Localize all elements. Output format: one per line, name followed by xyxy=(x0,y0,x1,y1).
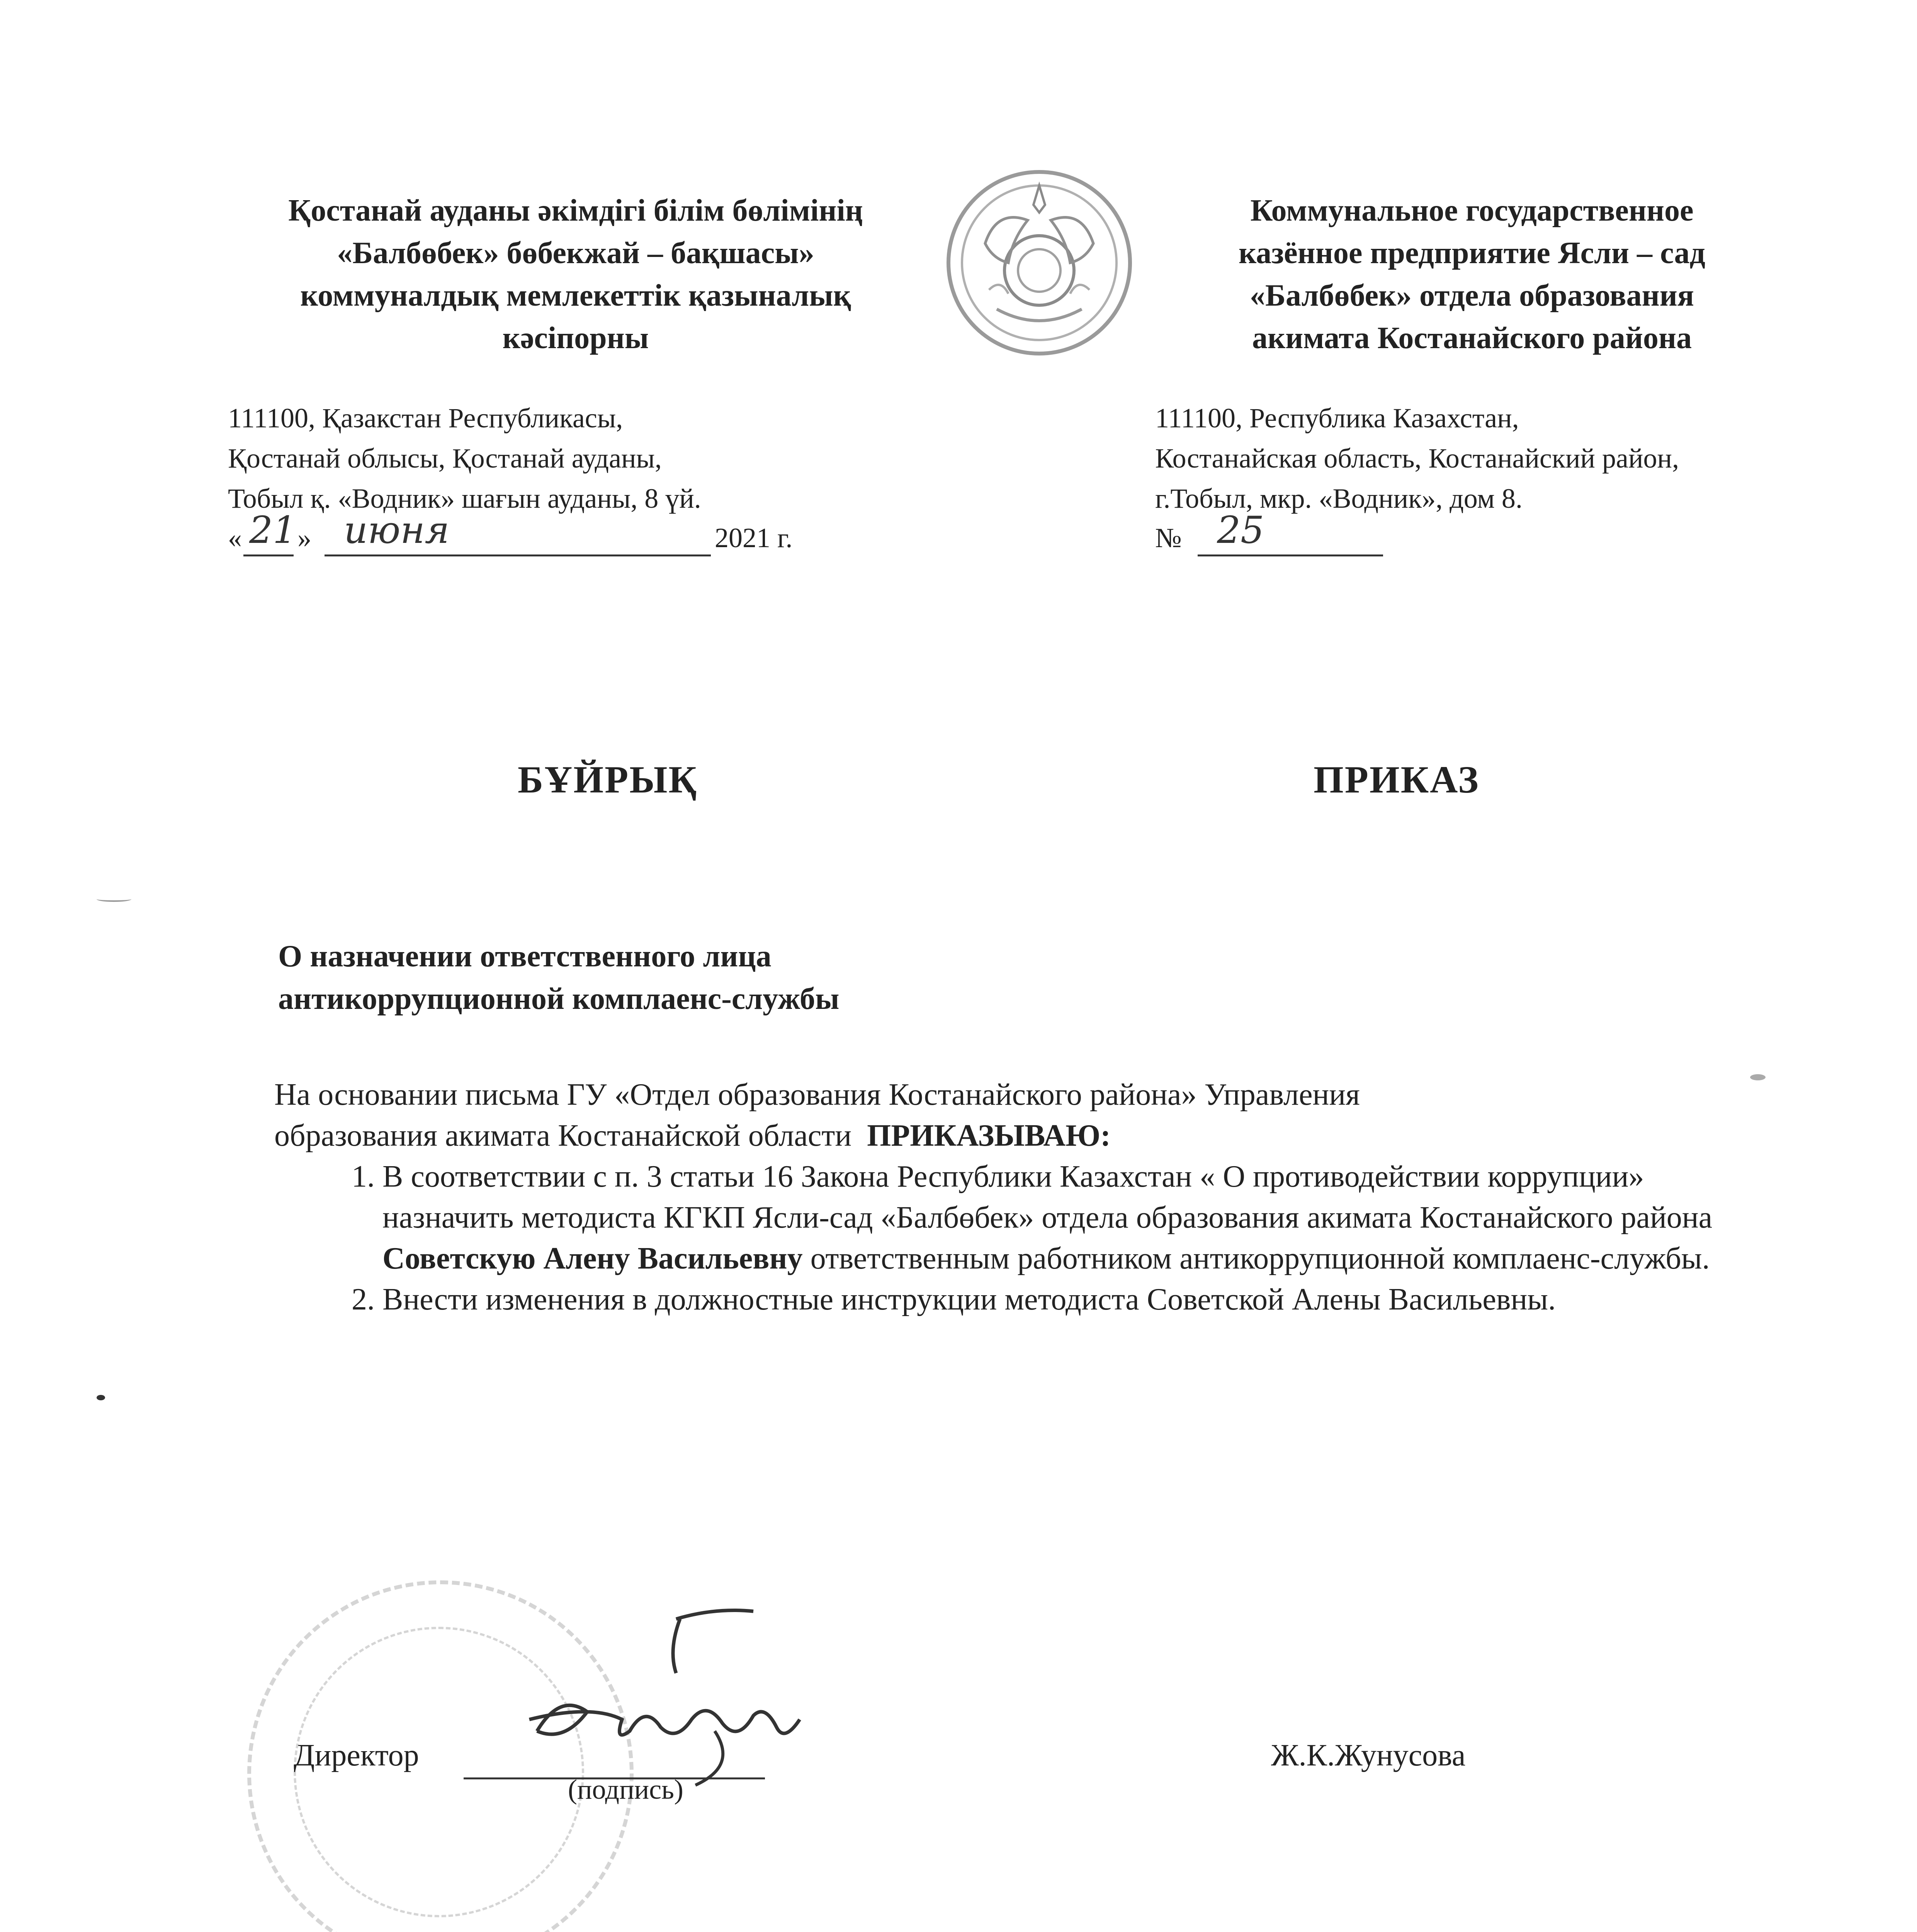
signature-caption: (подпись) xyxy=(568,1774,683,1805)
scan-artifact xyxy=(97,896,131,902)
state-emblem xyxy=(943,162,1136,363)
document-date xyxy=(228,509,962,564)
order-item xyxy=(382,1279,1781,1320)
scan-artifact xyxy=(1750,1074,1766,1080)
subject-line: О назначении ответственного лица xyxy=(278,939,772,973)
scan-artifact xyxy=(97,1395,105,1400)
kazakh-org-line: кәсіпорны xyxy=(502,321,649,355)
preamble-line: На основании письма ГУ «Отдел образования Костанайского района» Управления xyxy=(274,1078,1360,1112)
order-subject xyxy=(278,935,840,1020)
preamble-text: образования акимата Костанайской области xyxy=(274,1119,852,1153)
kazakh-address-line: Тобыл қ. «Водник» шағын ауданы, 8 үй. xyxy=(228,483,701,514)
order-item-text: ответственным работником антикоррупционной комплаенс-службы. xyxy=(810,1242,1710,1276)
title-russian: ПРИКАЗ xyxy=(1314,758,1480,801)
russian-org-line: «Балбөбек» отдела образования xyxy=(1250,279,1694,313)
date-month-underline xyxy=(325,554,711,556)
kazakh-org-line: Қостанай ауданы әкімдігі білім бөлімінің xyxy=(288,194,863,228)
date-day: 21 xyxy=(249,509,297,552)
date-open-quote: « xyxy=(228,522,242,553)
order-items xyxy=(274,1156,1781,1320)
order-item-text: Внести изменения в должностные инструкции методиста Советской Алены Васильевны. xyxy=(382,1282,1556,1316)
kazakh-org-line: «Балбөбек» бөбекжай – бақшасы» xyxy=(337,236,814,270)
emblem-icon xyxy=(943,162,1136,363)
number-underline xyxy=(1198,554,1383,556)
order-item xyxy=(382,1156,1781,1279)
russian-address-line: Костанайская область, Костанайский район, xyxy=(1155,443,1679,474)
document-number xyxy=(1155,509,1426,564)
signature-role: Директор xyxy=(294,1738,419,1772)
preamble-line-2 xyxy=(274,1115,1781,1156)
number-value: 25 xyxy=(1217,509,1264,552)
appointee-name: Советскую Алену Васильевну xyxy=(382,1242,803,1276)
date-month: июня xyxy=(344,509,450,552)
date-close-quote: » xyxy=(297,522,311,553)
title-kazakh: БҰЙРЫҚ xyxy=(518,758,698,801)
date-year: 2021 г. xyxy=(715,522,793,553)
russian-org-line: Коммунальное государственное xyxy=(1250,194,1694,228)
order-word: ПРИКАЗЫВАЮ: xyxy=(867,1119,1111,1153)
number-label: № xyxy=(1155,522,1182,553)
kazakh-org-line: коммуналдық мемлекеттік қазыналық xyxy=(300,279,851,313)
date-day-underline xyxy=(243,554,294,556)
kazakh-address-line: Қостанай облысы, Қостанай ауданы, xyxy=(228,443,662,474)
kazakh-address-line: 111100, Қазакстан Республикасы, xyxy=(228,403,623,434)
director-signature xyxy=(514,1604,823,1797)
kazakh-org-name xyxy=(216,189,935,359)
signatory-name: Ж.К.Жунусова xyxy=(1271,1738,1466,1772)
russian-org-line: казённое предприятие Ясли – сад xyxy=(1239,236,1705,270)
russian-org-line: акимата Костанайского района xyxy=(1252,321,1692,355)
order-item-text: В соответствии с п. 3 статьи 16 Закона Республики Казахстан « О противодействии коррупции» назначить методиста КГКП Ясли-сад «Балбөбек» отдела образования акимата Костанайского района xyxy=(382,1160,1713,1235)
russian-address-line: г.Тобыл, мкр. «Водник», дом 8. xyxy=(1155,483,1523,514)
handwritten-signature-icon xyxy=(514,1604,823,1797)
russian-address xyxy=(1155,398,1812,519)
subject-line: антикоррупционной комплаенс-службы xyxy=(278,982,840,1016)
russian-address-line: 111100, Республика Казахстан, xyxy=(1155,403,1519,434)
order-body xyxy=(274,1074,1781,1320)
kazakh-address xyxy=(228,398,923,519)
russian-org-name xyxy=(1144,189,1800,359)
